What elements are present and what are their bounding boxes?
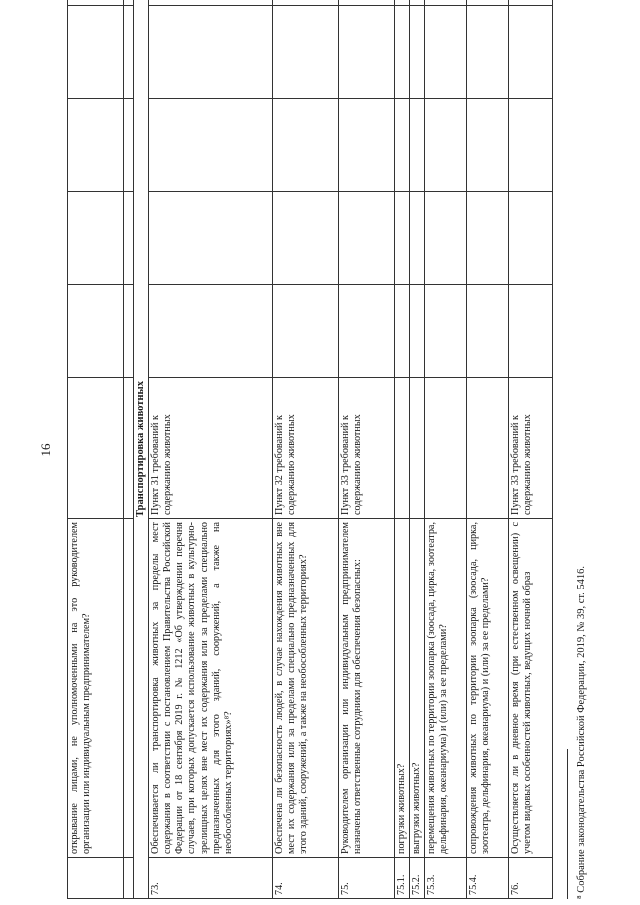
answer-cell [273, 192, 339, 285]
answer-cell [395, 285, 410, 378]
answer-cell [425, 285, 467, 378]
footnote: ⁸ Собрание законодательства Российской Федерации, 2019, № 39, ст. 5416. [576, 565, 587, 899]
row-number: 76. [509, 858, 553, 899]
notes-cell [425, 0, 467, 6]
notes-cell [339, 0, 395, 6]
answer-cell [395, 99, 410, 192]
table-row [68, 0, 124, 899]
reference-cell [425, 378, 467, 519]
answer-cell [124, 285, 134, 378]
reference-cell [68, 378, 124, 519]
question-cell: Осуществляется ли в дневное время (при естественном освещении) с учетом видовых особенностей животных, ведущих ночной образ [509, 519, 553, 858]
section-title: Транспортировка животных [134, 0, 149, 899]
notes-cell [410, 0, 425, 6]
answer-cell [339, 192, 395, 285]
answer-cell [68, 192, 124, 285]
answer-cell [509, 99, 553, 192]
answer-cell [273, 6, 339, 99]
answer-cell [124, 192, 134, 285]
reference-cell: Пункт 32 требований к содержанию животных [273, 378, 339, 519]
answer-cell [339, 285, 395, 378]
reference-cell [124, 378, 134, 519]
answer-cell [273, 99, 339, 192]
notes-cell [149, 0, 273, 6]
notes-cell [395, 0, 410, 6]
answer-cell [410, 99, 425, 192]
reference-cell: Пункт 33 требований к содержанию животных [339, 378, 395, 519]
table-row [273, 0, 339, 899]
table-row [425, 0, 467, 899]
answer-cell [425, 99, 467, 192]
footnote-divider [567, 749, 568, 899]
answer-cell [68, 6, 124, 99]
row-number: 75.3. [425, 858, 467, 899]
answer-cell [68, 99, 124, 192]
question-cell: сопровождения животных по территории зоопарка (зоосада, цирка, зоотеатра, дельфинария, океанариума) и (или) за ее пределами? [467, 519, 509, 858]
reference-cell [395, 378, 410, 519]
answer-cell [149, 192, 273, 285]
question-cell: перемещения животных по территории зоопарка (зоосада, цирка, зоотеатра, дельфинария, океанариума) и (или) за ее пределами? [425, 519, 467, 858]
row-number: 75.1. [395, 858, 410, 899]
checklist-table [67, 0, 553, 899]
reference-cell: Пункт 33 требований к содержанию животных [509, 378, 553, 519]
table-row [395, 0, 410, 899]
row-number: 75.2. [410, 858, 425, 899]
notes-cell [273, 0, 339, 6]
question-cell: открывание лицами, не уполномоченными на это руководителем организации или индивидуальным предпринимателем? [68, 519, 124, 858]
answer-cell [410, 6, 425, 99]
answer-cell [425, 6, 467, 99]
notes-cell [509, 0, 553, 6]
table-row [339, 0, 395, 899]
notes-cell [124, 0, 134, 6]
answer-cell [509, 6, 553, 99]
notes-cell [467, 0, 509, 6]
row-number: 73. [149, 858, 273, 899]
row-number [124, 858, 134, 899]
answer-cell [467, 192, 509, 285]
answer-cell [273, 285, 339, 378]
question-cell: Обеспечивается ли транспортировка животных за пределы мест содержания в соответствии с постановлением Правительства Российской Федерации от 18 сентября 2019 г. № 1212 «Об утверждении перечня случаев, при которых допускается использование животных в культурно-зрелищных целях вне мест их содержания или за пределами специально предназначенных для этого зданий, сооружений, а также на необособленных территориях»⁸? [149, 519, 273, 858]
row-number [68, 858, 124, 899]
answer-cell [467, 99, 509, 192]
answer-cell [410, 285, 425, 378]
answer-cell [509, 285, 553, 378]
answer-cell [410, 192, 425, 285]
reference-cell: Пункт 31 требований к содержанию животных [149, 378, 273, 519]
answer-cell [395, 6, 410, 99]
question-cell: погрузки животных? [395, 519, 410, 858]
row-number: 75.4. [467, 858, 509, 899]
answer-cell [68, 285, 124, 378]
table-row [124, 0, 134, 899]
table-row [149, 0, 273, 899]
question-cell: Обеспечена ли безопасность людей, в случае нахождения животных вне мест их содержания или за пределами специально предназначенных для этого зданий, сооружений, а также на необособленных территориях? [273, 519, 339, 858]
row-number: 75. [339, 858, 395, 899]
row-number: 74. [273, 858, 339, 899]
answer-cell [509, 192, 553, 285]
answer-cell [124, 99, 134, 192]
section-header-row [134, 0, 149, 899]
question-cell [124, 519, 134, 858]
table-row [410, 0, 425, 899]
answer-cell [467, 285, 509, 378]
answer-cell [149, 99, 273, 192]
page-number: 16 [38, 443, 53, 457]
table-row [467, 0, 509, 899]
reference-cell [410, 378, 425, 519]
question-cell: выгрузки животных? [410, 519, 425, 858]
reference-cell [467, 378, 509, 519]
question-cell: Руководителем организации или индивидуальным предпринимателем назначены ответственные сотрудники для обеспечения безопасных: [339, 519, 395, 858]
answer-cell [339, 6, 395, 99]
answer-cell [149, 6, 273, 99]
answer-cell [395, 192, 410, 285]
answer-cell [149, 285, 273, 378]
answer-cell [339, 99, 395, 192]
table-row [509, 0, 553, 899]
notes-cell [68, 0, 124, 6]
answer-cell [124, 6, 134, 99]
answer-cell [467, 6, 509, 99]
answer-cell [425, 192, 467, 285]
